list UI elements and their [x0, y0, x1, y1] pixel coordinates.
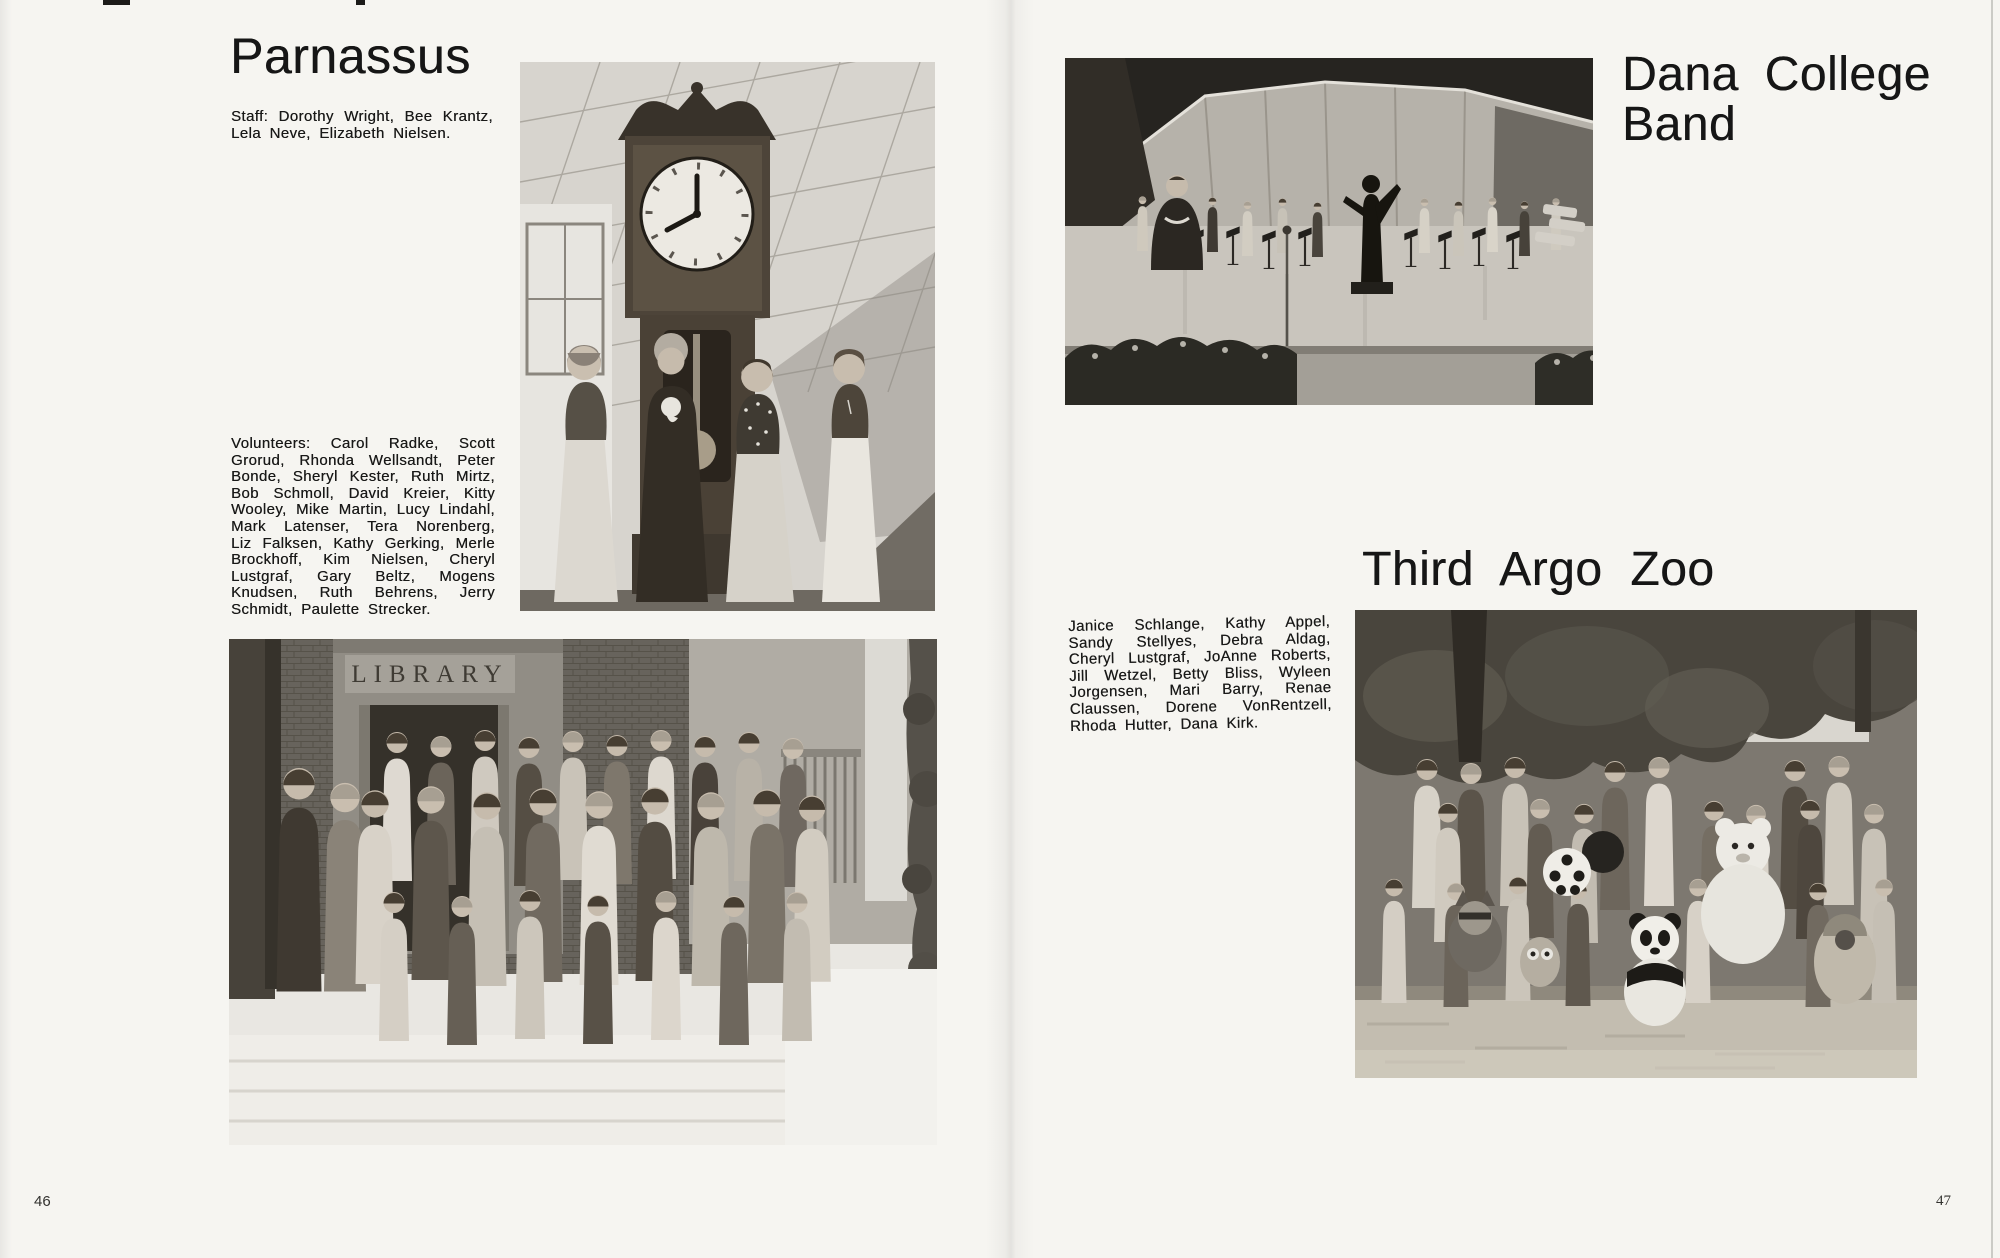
scan-artifact-mark: [356, 0, 365, 5]
band-photo-art: [1065, 58, 1593, 405]
band-photo: [1065, 58, 1593, 405]
page-gutter: [986, 0, 1034, 1258]
clock-photo: [520, 62, 935, 611]
library-photo: [229, 639, 937, 1145]
page-number-right: 47: [1936, 1193, 1951, 1209]
scan-left-edge: [0, 0, 12, 1258]
staff-credits: Staff: Dorothy Wright, Bee Krantz, Lela Neve, Elizabeth Nielsen.: [231, 108, 493, 142]
scan-edge-line: [1991, 0, 1993, 1258]
volunteers-credits: Volunteers: Carol Radke, Scott Grorud, Rhonda Wellsandt, Peter Bonde, Sheryl Kester, Ruth Mirtz, Bob Schmoll, David Kreier, Kitty Wooley, Mike Martin, Lucy Lindahl, Mark Latenser, Tera Norenberg, Liz Falksen, Kathy Gerking, Merle Brockhoff, Kim Nielsen, Cheryl Lustgraf, Gary Beltz, Mogens Knudsen, Ruth Behrens, Jerry Schmidt, Paulette Strecker.: [231, 435, 495, 618]
zoo-photo-art: [1355, 610, 1917, 1078]
band-title-line1: Dana College: [1622, 48, 1931, 101]
clock-photo-art: [520, 62, 935, 611]
page-right: [1010, 0, 2000, 1258]
zoo-title: Third Argo Zoo: [1362, 543, 1715, 596]
library-sign-text: LIBRARY: [351, 661, 509, 688]
page-title: Parnassus: [230, 28, 471, 84]
band-title: [1622, 50, 1931, 150]
library-photo-art: [229, 639, 937, 1145]
zoo-photo: [1355, 610, 1917, 1078]
zoo-names-credits: Janice Schlange, Kathy Appel, Sandy Stellyes, Debra Aldag, Cheryl Lustgraf, JoAnne Roberts, Jill Wetzel, Betty Bliss, Wyleen Jorgensen, Mari Barry, Renae Claussen, Dorene VonRentzell, Rhoda Hutter, Dana Kirk.: [1067, 612, 1332, 735]
scan-artifact-mark: [103, 0, 130, 5]
band-title-line2: Band: [1622, 98, 1737, 151]
page-number-left: 46: [34, 1193, 51, 1210]
